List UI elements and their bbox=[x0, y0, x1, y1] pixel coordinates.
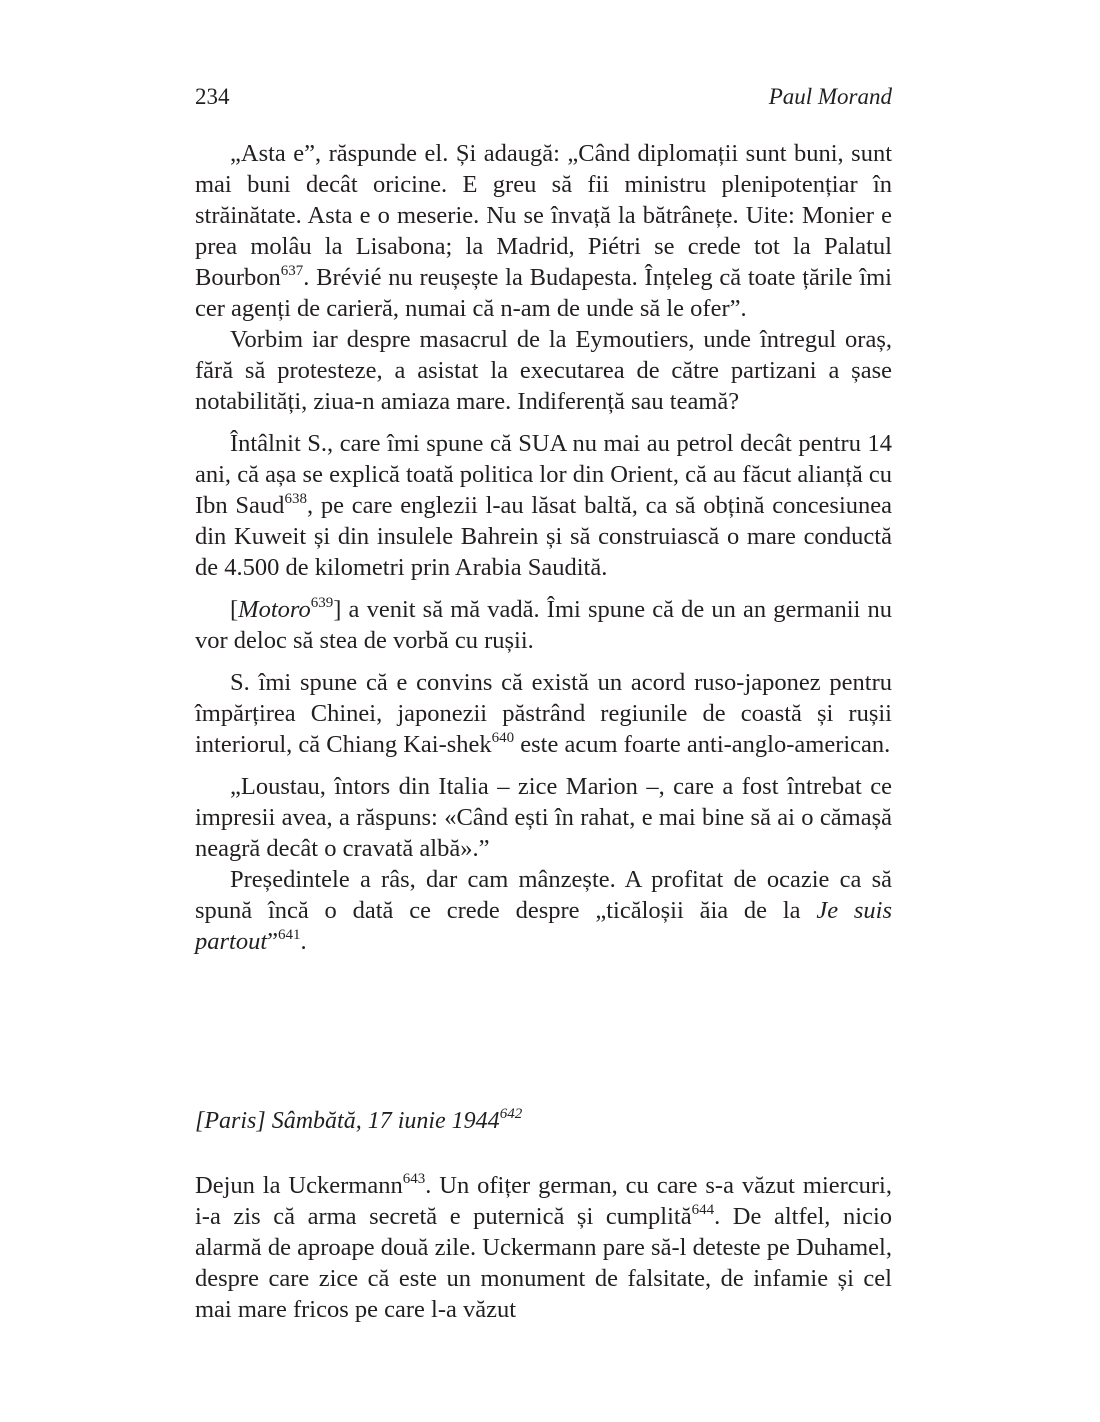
footnote-ref: 638 bbox=[284, 490, 307, 507]
diary-entry-body bbox=[195, 1170, 892, 1325]
footnote-ref: 640 bbox=[491, 729, 515, 746]
paragraph bbox=[195, 428, 892, 583]
text-run: , pe care englezii l-au lăsat baltă, ca să obțină concesiunea din Kuweit și din insulele Bahrein și să construiască o mare conductă de 4.500 de kilometri prin Arabia Saudită. bbox=[195, 492, 892, 581]
text-run: . De altfel, nicio alarmă de aproape două zile. Uckermann pare să-l deteste pe Duhamel, despre care zice că este un monument de falsitate, de infamie și cel mai mare fricos pe care l-a văzut bbox=[195, 1203, 892, 1323]
text-run: ] a venit să mă vadă. Îmi spune că de un an germanii nu vor deloc să stea de vorbă cu rușii. bbox=[195, 596, 892, 654]
paragraph bbox=[195, 594, 892, 656]
paragraph bbox=[195, 1170, 892, 1325]
text-run: este acum foarte anti-anglo-american. bbox=[514, 731, 891, 758]
body-text bbox=[195, 138, 892, 957]
text-run: ” bbox=[267, 928, 279, 955]
text-run: . Un ofițer german, cu care s-a văzut miercuri, i-a zis că arma secretă e puternică și cumplită bbox=[195, 1172, 892, 1230]
running-title: Paul Morand bbox=[768, 84, 892, 109]
text-run: Președintele a râs, dar cam mânzește. A profitat de ocazie ca să spună încă o dată ce crede despre „ticăloșii ăia de la bbox=[195, 866, 892, 924]
text-run: Întâlnit S., care îmi spune că SUA nu mai au petrol decât pentru 14 ani, că așa se explică toată politica lor din Orient, că au făcut alianță cu Ibn Saud bbox=[195, 430, 892, 519]
diary-entry-heading bbox=[195, 1108, 892, 1135]
paragraph bbox=[195, 864, 892, 957]
text-run: . Brévié nu reușește la Budapesta. Înțeleg că toate țările îmi cer agenți de carieră, numai că n-am de unde să le ofer”. bbox=[195, 264, 892, 322]
text-run: Vorbim iar despre masacrul de la Eymoutiers, unde întregul oraș, fără să protesteze, a asistat la executarea de către partizani a șase notabilități, ziua-n amiaza mare. Indiferență sau teamă? bbox=[195, 326, 892, 415]
footnote-ref: 643 bbox=[402, 1170, 426, 1187]
paragraph bbox=[195, 667, 892, 760]
footnote-ref: 642 bbox=[499, 1106, 523, 1122]
text-run: [ bbox=[230, 596, 239, 623]
footnote-ref: 637 bbox=[280, 262, 304, 279]
text-run: „Asta e”, răspunde el. Și adaugă: „Când diplomații sunt buni, sunt mai buni decât oricine. E greu să fii ministru plenipotențiar în străinătate. Asta e o meserie. Nu se învață la bătrânețe. Uite: Monier e prea molâu la Lisabona; la Madrid, Piétri se crede tot la Palatul Bourbon bbox=[195, 140, 892, 291]
text-run: S. îmi spune că e convins că există un acord ruso-japonez pentru împărțirea Chinei, japonezii păstrând regiunile de coastă și rușii interiorul, că Chiang Kai-shek bbox=[195, 669, 892, 758]
paragraph bbox=[195, 138, 892, 324]
footnote-ref: 644 bbox=[691, 1201, 715, 1218]
text-run: Dejun la Uckermann bbox=[195, 1172, 403, 1199]
footnote-ref: 639 bbox=[310, 594, 334, 611]
text-run: . bbox=[300, 928, 307, 955]
page-number: 234 bbox=[195, 84, 230, 109]
text-run: „Loustau, întors din Italia – zice Marion –, care a fost întrebat ce impresii avea, a răspuns: «Când ești în rahat, e mai bine să ai o cămașă neagră decât o cravată albă».” bbox=[195, 773, 892, 862]
paragraph bbox=[195, 771, 892, 864]
paragraph bbox=[195, 324, 892, 417]
page-header bbox=[195, 84, 892, 116]
italic-text: Je suis partout bbox=[195, 897, 893, 955]
italic-text: Motoro bbox=[238, 596, 311, 623]
footnote-ref: 641 bbox=[278, 926, 301, 943]
heading-text: [Paris] Sâmbătă, 17 iunie 1944 bbox=[195, 1108, 500, 1134]
